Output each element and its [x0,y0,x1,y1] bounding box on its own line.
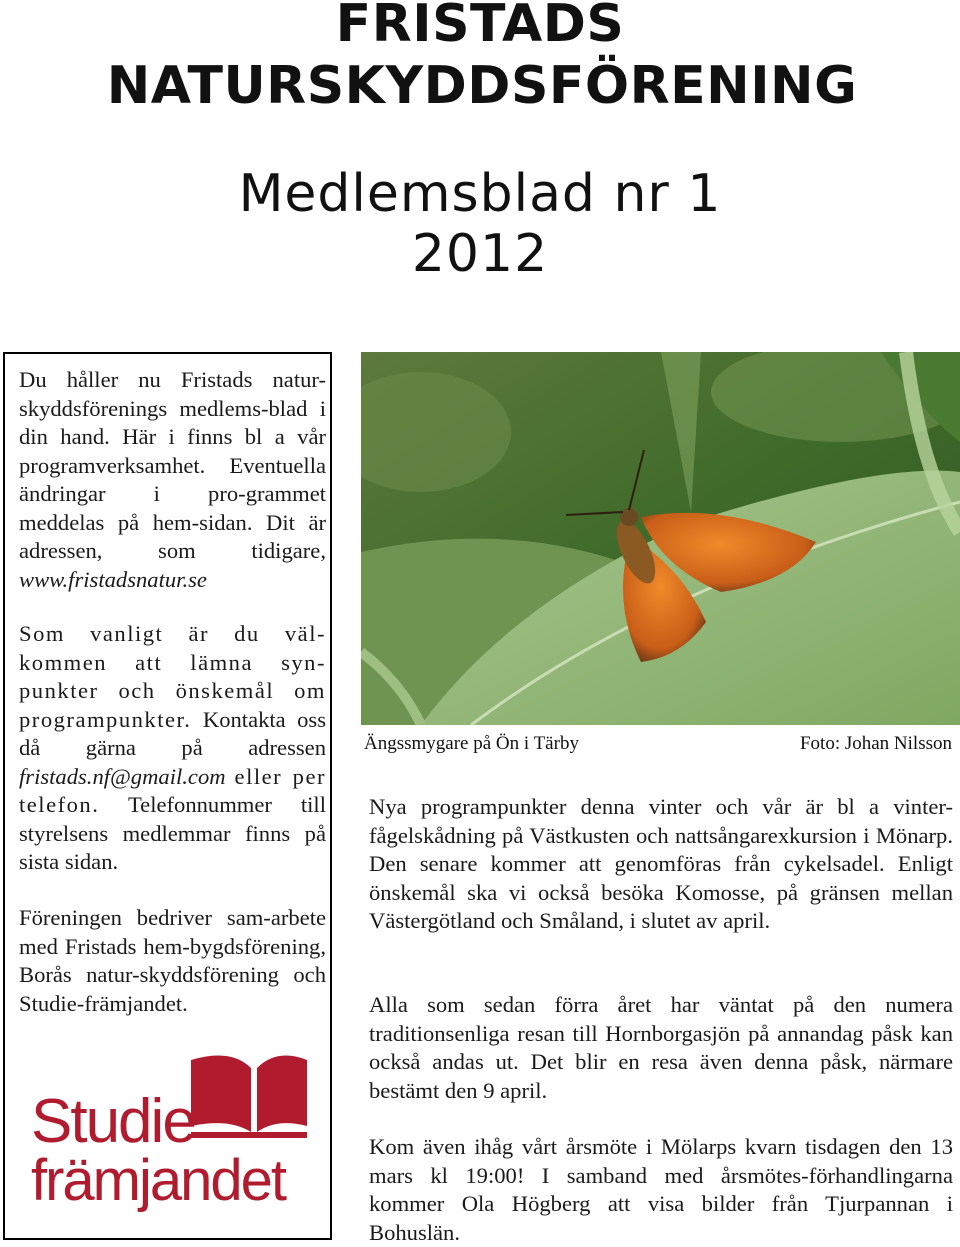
logo-line2: främjandet [31,1148,286,1213]
butterfly-photo [361,352,960,725]
trip-paragraph: Alla som sedan förra året har väntat på den numera traditionsenliga resan till Hornborgasjön på annandag påsk kan också andas ut. Det blir en resa även denna påsk, närmare bestämt den 9 april. [369,992,953,1103]
intro-text: Du håller nu Fristads natur-skyddsförenings medlems-blad i din hand. Här i finns bl a vår programverksamhet. Eventuella ändringar i pro-grammet meddelas på hem-sidan. Dit är adressen, som tidigare, [19,367,326,563]
website-link[interactable]: www.fristadsnatur.se [19,566,207,592]
email-link[interactable]: fristads.nf@gmail.com [19,763,226,789]
contact-text-e: finns på sista sidan. [19,820,326,874]
photo-caption: Ängssmygare på Ön i Tärby [364,733,579,754]
contact-text-a: Som vanligt är du väl-kommen att lämna syn-punkter och önskemål om programpunkter. [19,621,326,732]
contact-text-b: Kontakta oss då gärna på adressen [19,706,326,760]
issue-title: Medlemsblad nr 1 [238,164,722,224]
contact-text-d: Telefonnummer till styrelsens medlemmar [19,792,326,846]
cooperation-paragraph: Föreningen bedriver sam-arbete med Fristads hem-bygdsförening, Borås natur-skyddsförening och Studie-främjandet. [19,905,326,1016]
org-name-line1: FRISTADS [335,0,625,54]
sidebar-box [3,352,332,1240]
logo-line1: Studie [31,1087,195,1156]
contact-text-c: eller per telefon. [19,763,326,817]
studiefromjandet-logo [31,1054,311,1214]
photo-credit: Foto: Johan Nilsson [799,733,952,754]
org-name-line2: NATURSKYDDSFÖRENING [106,56,858,116]
contact-paragraph [19,620,326,877]
intro-paragraph [19,366,326,594]
program-paragraph: Nya programpunkter denna vinter och vår är bl a vinter-fågelskådning på Västkusten och nattsångarexkursion i Mönarp. Den senare kommer att genomföras från cykelsadel. Enligt önskemål ska vi också besöka Komosse, på gränsen mellan Västergötland och Småland, i slutet av april. [369,794,953,933]
annual-meeting-paragraph: Kom även ihåg vårt årsmöte i Mölarps kvarn tisdagen den 13 mars kl 19:00! I samband med årsmötes-förhandlingarna kommer Ola Högberg att visa bilder från Tjurpannan i Bohuslän. [369,1134,953,1245]
issue-year: 2012 [411,224,549,284]
